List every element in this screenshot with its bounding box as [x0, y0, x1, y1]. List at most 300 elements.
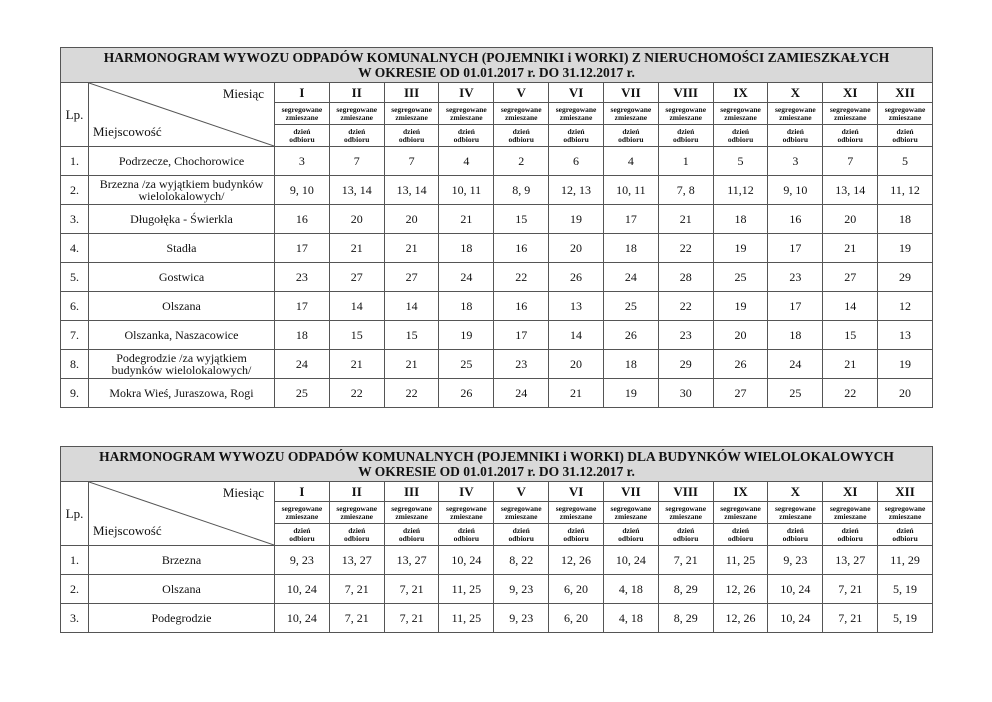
pickup-days: 7, 21 [658, 546, 713, 575]
waste-type-line-1: segregowane [555, 503, 597, 513]
table-row [61, 234, 933, 263]
waste-type-label [275, 502, 330, 524]
waste-type-line-2: zmieszane [395, 112, 428, 122]
pickup-days: 7, 21 [823, 575, 878, 604]
pickup-days: 21 [823, 234, 878, 263]
month-header: XI [823, 83, 878, 103]
table-row [61, 604, 933, 633]
pickup-days: 13, 27 [384, 546, 439, 575]
pickup-days: 7, 21 [329, 575, 384, 604]
table-row [61, 147, 933, 176]
pickup-day-line-2: odbioru [453, 533, 480, 543]
month-header: XI [823, 482, 878, 502]
pickup-day-line-2: odbioru [398, 533, 425, 543]
pickup-days: 14 [384, 292, 439, 321]
waste-type-line-2: zmieszane [285, 511, 319, 521]
pickup-days: 21 [658, 205, 713, 234]
pickup-days: 20 [329, 205, 384, 234]
waste-type-line-1: segregowane [884, 104, 926, 114]
pickup-days: 9, 10 [768, 176, 823, 205]
place-name: Olszana [89, 292, 275, 321]
place-name: Mokra Wieś, Juraszowa, Rogi [89, 379, 275, 408]
pickup-days: 21 [329, 350, 384, 379]
waste-type-label [713, 502, 768, 524]
pickup-day-label [384, 524, 439, 546]
pickup-days: 3 [768, 147, 823, 176]
waste-type-line-1: segregowane [610, 503, 652, 513]
month-header: IV [439, 482, 494, 502]
month-header: IX [713, 83, 768, 103]
pickup-days: 14 [549, 321, 604, 350]
waste-type-line-2: zmieszane [779, 112, 812, 122]
pickup-days: 25 [603, 292, 658, 321]
pickup-days: 24 [768, 350, 823, 379]
place-name: Podegrodzie [89, 604, 275, 633]
table-row [61, 575, 933, 604]
pickup-days: 19 [439, 321, 494, 350]
pickup-day-label [658, 524, 713, 546]
place-name: Brzezna /za wyjątkiem budynków wielolokalowych/ [89, 176, 275, 205]
pickup-day-label [329, 125, 384, 147]
waste-type-line-2: zmieszane [340, 112, 373, 122]
pickup-day-line-2: odbioru [289, 134, 315, 144]
pickup-days: 13, 14 [823, 176, 878, 205]
pickup-day-line-2: odbioru [508, 134, 534, 144]
pickup-days: 10, 24 [768, 604, 823, 633]
row-number: 7. [61, 321, 89, 350]
pickup-days: 17 [275, 234, 330, 263]
pickup-day-label [439, 125, 494, 147]
pickup-days: 5, 19 [878, 575, 933, 604]
month-header: X [768, 482, 823, 502]
pickup-days: 13, 14 [329, 176, 384, 205]
pickup-day-line-1: dzień [403, 126, 421, 136]
waste-type-line-1: segregowane [281, 503, 323, 513]
waste-type-line-2: zmieszane [669, 511, 702, 521]
pickup-days: 10, 24 [768, 575, 823, 604]
pickup-day-line-2: odbioru [563, 134, 589, 144]
table-row [61, 546, 933, 575]
pickup-days: 13 [878, 321, 933, 350]
title-line-2: W OKRESIE OD 01.01.2017 r. DO 31.12.2017 r. [358, 464, 635, 479]
waste-type-line-1: segregowane [829, 503, 871, 513]
waste-type-label [603, 103, 658, 125]
pickup-days: 4, 18 [603, 575, 658, 604]
pickup-days: 8, 22 [494, 546, 549, 575]
month-header: XII [878, 482, 933, 502]
title-line-1: HARMONOGRAM WYWOZU ODPADÓW KOMUNALNYCH (POJEMNIKI i WORKI) DLA BUDYNKÓW WIELOLOKALOWYCH [99, 449, 894, 464]
waste-type-label [329, 502, 384, 524]
waste-type-line-1: segregowane [391, 503, 432, 513]
pickup-days: 21 [823, 350, 878, 379]
pickup-days: 25 [713, 263, 768, 292]
schedule-table-residential [60, 47, 933, 408]
pickup-day-line-2: odbioru [782, 134, 809, 144]
row-number: 5. [61, 263, 89, 292]
pickup-days: 11, 29 [878, 546, 933, 575]
pickup-day-label [549, 125, 604, 147]
pickup-day-line-2: odbioru [892, 533, 918, 543]
pickup-day-line-1: dzień [403, 525, 421, 535]
waste-type-line-1: segregowane [720, 104, 761, 114]
pickup-days: 29 [878, 263, 933, 292]
pickup-day-line-2: odbioru [837, 533, 863, 543]
pickup-day-label [878, 125, 933, 147]
waste-type-line-1: segregowane [775, 503, 816, 513]
pickup-days: 7, 21 [384, 604, 439, 633]
month-header: IV [439, 83, 494, 103]
month-header: XII [878, 83, 933, 103]
waste-type-label [603, 502, 658, 524]
pickup-days: 20 [878, 379, 933, 408]
pickup-day-label [823, 524, 878, 546]
waste-type-line-1: segregowane [555, 104, 597, 114]
waste-type-line-1: segregowane [500, 503, 542, 513]
month-header: VIII [658, 83, 713, 103]
pickup-days: 22 [823, 379, 878, 408]
pickup-days: 23 [658, 321, 713, 350]
pickup-days: 5, 19 [878, 604, 933, 633]
pickup-days: 5 [878, 147, 933, 176]
pickup-days: 10, 11 [439, 176, 494, 205]
waste-type-line-1: segregowane [281, 104, 323, 114]
month-header: II [329, 83, 384, 103]
pickup-days: 7, 21 [384, 575, 439, 604]
pickup-days: 7, 21 [329, 604, 384, 633]
pickup-days: 29 [658, 350, 713, 379]
table-title [61, 447, 933, 482]
pickup-days: 2 [494, 147, 549, 176]
month-header: VII [603, 482, 658, 502]
row-number: 2. [61, 176, 89, 205]
waste-type-line-1: segregowane [665, 503, 707, 513]
table-row [61, 292, 933, 321]
waste-type-line-2: zmieszane [833, 511, 867, 521]
pickup-day-line-2: odbioru [672, 533, 699, 543]
pickup-days: 11, 12 [878, 176, 933, 205]
place-name: Długołęka - Świerkla [89, 205, 275, 234]
pickup-day-line-1: dzień [512, 525, 530, 535]
waste-type-line-1: segregowane [446, 104, 487, 114]
waste-type-label [878, 103, 933, 125]
pickup-days: 16 [494, 234, 549, 263]
place-name: Stadła [89, 234, 275, 263]
table-row [61, 263, 933, 292]
pickup-day-line-2: odbioru [782, 533, 809, 543]
month-header: III [384, 482, 439, 502]
pickup-days: 27 [329, 263, 384, 292]
pickup-days: 6 [549, 147, 604, 176]
waste-type-label [439, 502, 494, 524]
waste-type-label [549, 103, 604, 125]
pickup-days: 18 [878, 205, 933, 234]
pickup-days: 17 [768, 234, 823, 263]
pickup-day-line-1: dzień [786, 126, 804, 136]
title-line-2: W OKRESIE OD 01.01.2017 r. DO 31.12.2017 r. [358, 65, 635, 80]
pickup-day-label [823, 125, 878, 147]
pickup-days: 6, 20 [549, 604, 604, 633]
row-number: 6. [61, 292, 89, 321]
pickup-days: 14 [823, 292, 878, 321]
pickup-days: 26 [713, 350, 768, 379]
pickup-day-line-1: dzień [293, 525, 311, 535]
pickup-days: 23 [275, 263, 330, 292]
pickup-days: 15 [384, 321, 439, 350]
place-label: Miejscowość [93, 124, 162, 139]
month-header: II [329, 482, 384, 502]
place-name: Podegrodzie /za wyjątkiem budynków wielolokalowych/ [89, 350, 275, 379]
pickup-days: 14 [329, 292, 384, 321]
pickup-day-label [549, 524, 604, 546]
pickup-days: 10, 24 [603, 546, 658, 575]
pickup-day-line-1: dzień [731, 525, 750, 535]
lp-header: Lp. [61, 83, 89, 147]
pickup-day-line-1: dzień [786, 525, 804, 535]
waste-type-line-2: zmieszane [340, 511, 373, 521]
schedule-table-multifamily [60, 446, 933, 633]
pickup-days: 18 [768, 321, 823, 350]
waste-type-line-2: zmieszane [614, 511, 648, 521]
waste-type-line-2: zmieszane [614, 112, 648, 122]
pickup-day-label [275, 125, 330, 147]
waste-type-line-1: segregowane [336, 503, 378, 513]
waste-type-line-2: zmieszane [833, 112, 867, 122]
pickup-day-line-2: odbioru [618, 134, 644, 144]
pickup-days: 9, 23 [768, 546, 823, 575]
pickup-days: 7, 21 [823, 604, 878, 633]
pickup-days: 22 [329, 379, 384, 408]
waste-type-line-1: segregowane [446, 503, 487, 513]
pickup-days: 22 [494, 263, 549, 292]
pickup-day-label [713, 524, 768, 546]
pickup-days: 19 [878, 234, 933, 263]
pickup-day-line-1: dzień [677, 525, 695, 535]
pickup-days: 26 [549, 263, 604, 292]
pickup-days: 8, 29 [658, 575, 713, 604]
pickup-days: 11,12 [713, 176, 768, 205]
pickup-day-line-1: dzień [841, 525, 859, 535]
row-number: 1. [61, 546, 89, 575]
pickup-day-line-2: odbioru [289, 533, 315, 543]
waste-type-label [494, 502, 549, 524]
place-name: Gostwica [89, 263, 275, 292]
pickup-days: 20 [549, 234, 604, 263]
pickup-days: 18 [603, 234, 658, 263]
pickup-day-line-2: odbioru [727, 134, 754, 144]
pickup-days: 20 [384, 205, 439, 234]
pickup-days: 25 [275, 379, 330, 408]
pickup-days: 19 [713, 234, 768, 263]
pickup-days: 12, 26 [549, 546, 604, 575]
pickup-days: 27 [384, 263, 439, 292]
pickup-day-label [384, 125, 439, 147]
pickup-day-line-1: dzień [457, 126, 475, 136]
pickup-days: 4, 18 [603, 604, 658, 633]
waste-type-line-2: zmieszane [450, 112, 483, 122]
pickup-day-line-1: dzień [622, 525, 640, 535]
waste-type-label [878, 502, 933, 524]
pickup-day-line-2: odbioru [453, 134, 480, 144]
pickup-days: 7 [384, 147, 439, 176]
pickup-day-label [494, 524, 549, 546]
month-header: I [275, 482, 330, 502]
waste-type-label [439, 103, 494, 125]
pickup-days: 17 [603, 205, 658, 234]
waste-type-line-2: zmieszane [450, 511, 483, 521]
pickup-day-line-2: odbioru [508, 533, 534, 543]
pickup-days: 19 [878, 350, 933, 379]
pickup-day-line-1: dzień [348, 126, 366, 136]
waste-type-line-1: segregowane [336, 104, 378, 114]
pickup-day-label [494, 125, 549, 147]
row-number: 1. [61, 147, 89, 176]
pickup-days: 4 [439, 147, 494, 176]
table-row [61, 205, 933, 234]
pickup-days: 25 [768, 379, 823, 408]
pickup-days: 19 [603, 379, 658, 408]
waste-type-line-2: zmieszane [779, 511, 812, 521]
month-header: V [494, 83, 549, 103]
place-name: Olszanka, Naszacowice [89, 321, 275, 350]
table-title [61, 48, 933, 83]
pickup-days: 9, 10 [275, 176, 330, 205]
waste-type-line-2: zmieszane [504, 112, 538, 122]
pickup-days: 23 [768, 263, 823, 292]
pickup-days: 22 [658, 292, 713, 321]
pickup-day-label [768, 125, 823, 147]
place-name: Podrzecze, Chochorowice [89, 147, 275, 176]
pickup-days: 28 [658, 263, 713, 292]
pickup-days: 27 [713, 379, 768, 408]
pickup-day-line-2: odbioru [563, 533, 589, 543]
pickup-days: 10, 24 [439, 546, 494, 575]
month-place-header [89, 83, 275, 147]
waste-type-line-2: zmieszane [888, 511, 922, 521]
month-header: IX [713, 482, 768, 502]
pickup-day-label [275, 524, 330, 546]
lp-header: Lp. [61, 482, 89, 546]
pickup-days: 25 [439, 350, 494, 379]
pickup-days: 12, 26 [713, 575, 768, 604]
waste-type-line-2: zmieszane [888, 112, 922, 122]
waste-type-label [384, 502, 439, 524]
pickup-day-line-1: dzień [896, 126, 914, 136]
waste-type-line-1: segregowane [884, 503, 926, 513]
waste-type-label [658, 103, 713, 125]
pickup-days: 16 [768, 205, 823, 234]
pickup-days: 9, 23 [494, 575, 549, 604]
pickup-days: 16 [275, 205, 330, 234]
pickup-days: 16 [494, 292, 549, 321]
pickup-days: 18 [275, 321, 330, 350]
pickup-days: 11, 25 [439, 575, 494, 604]
month-header: VIII [658, 482, 713, 502]
month-header: X [768, 83, 823, 103]
pickup-days: 12, 13 [549, 176, 604, 205]
pickup-days: 9, 23 [275, 546, 330, 575]
month-header: VI [549, 482, 604, 502]
pickup-days: 22 [384, 379, 439, 408]
pickup-day-line-2: odbioru [892, 134, 918, 144]
month-place-header [89, 482, 275, 546]
waste-type-line-2: zmieszane [559, 112, 593, 122]
pickup-day-label [603, 524, 658, 546]
waste-type-label [768, 502, 823, 524]
pickup-days: 17 [768, 292, 823, 321]
pickup-day-label [329, 524, 384, 546]
pickup-days: 22 [658, 234, 713, 263]
pickup-day-line-2: odbioru [837, 134, 863, 144]
pickup-day-line-2: odbioru [344, 134, 370, 144]
pickup-day-line-1: dzień [841, 126, 859, 136]
waste-type-label [384, 103, 439, 125]
pickup-days: 10, 24 [275, 604, 330, 633]
row-number: 9. [61, 379, 89, 408]
pickup-days: 15 [823, 321, 878, 350]
pickup-days: 19 [549, 205, 604, 234]
waste-type-line-1: segregowane [665, 104, 707, 114]
waste-type-line-1: segregowane [775, 104, 816, 114]
row-number: 8. [61, 350, 89, 379]
place-label: Miejscowość [93, 523, 162, 538]
row-number: 3. [61, 604, 89, 633]
pickup-days: 8, 9 [494, 176, 549, 205]
pickup-days: 10, 11 [603, 176, 658, 205]
waste-type-line-1: segregowane [610, 104, 652, 114]
pickup-days: 7 [329, 147, 384, 176]
pickup-days: 19 [713, 292, 768, 321]
pickup-days: 7, 8 [658, 176, 713, 205]
waste-type-label [658, 502, 713, 524]
pickup-days: 13, 27 [823, 546, 878, 575]
pickup-days: 27 [823, 263, 878, 292]
pickup-days: 21 [439, 205, 494, 234]
pickup-days: 21 [384, 234, 439, 263]
table-row [61, 379, 933, 408]
month-header: VI [549, 83, 604, 103]
pickup-days: 1 [658, 147, 713, 176]
pickup-days: 11, 25 [713, 546, 768, 575]
waste-type-line-2: zmieszane [724, 511, 757, 521]
pickup-days: 11, 25 [439, 604, 494, 633]
waste-type-label [549, 502, 604, 524]
waste-type-line-1: segregowane [720, 503, 761, 513]
pickup-days: 13 [549, 292, 604, 321]
pickup-day-line-2: odbioru [727, 533, 754, 543]
table-row [61, 350, 933, 379]
place-name: Brzezna [89, 546, 275, 575]
waste-type-line-1: segregowane [829, 104, 871, 114]
waste-type-line-2: zmieszane [285, 112, 319, 122]
pickup-days: 20 [713, 321, 768, 350]
pickup-days: 12 [878, 292, 933, 321]
title-line-1: HARMONOGRAM WYWOZU ODPADÓW KOMUNALNYCH (POJEMNIKI i WORKI) Z NIERUCHOMOŚCI ZAMIESZKAŁYCH [103, 50, 890, 65]
pickup-days: 15 [329, 321, 384, 350]
waste-type-label [329, 103, 384, 125]
waste-type-line-2: zmieszane [504, 511, 538, 521]
pickup-days: 24 [494, 379, 549, 408]
pickup-day-label [658, 125, 713, 147]
pickup-days: 21 [384, 350, 439, 379]
pickup-days: 24 [603, 263, 658, 292]
pickup-days: 26 [603, 321, 658, 350]
waste-type-label [494, 103, 549, 125]
pickup-days: 7 [823, 147, 878, 176]
pickup-days: 21 [329, 234, 384, 263]
pickup-days: 24 [439, 263, 494, 292]
table-row [61, 176, 933, 205]
pickup-days: 13, 27 [329, 546, 384, 575]
